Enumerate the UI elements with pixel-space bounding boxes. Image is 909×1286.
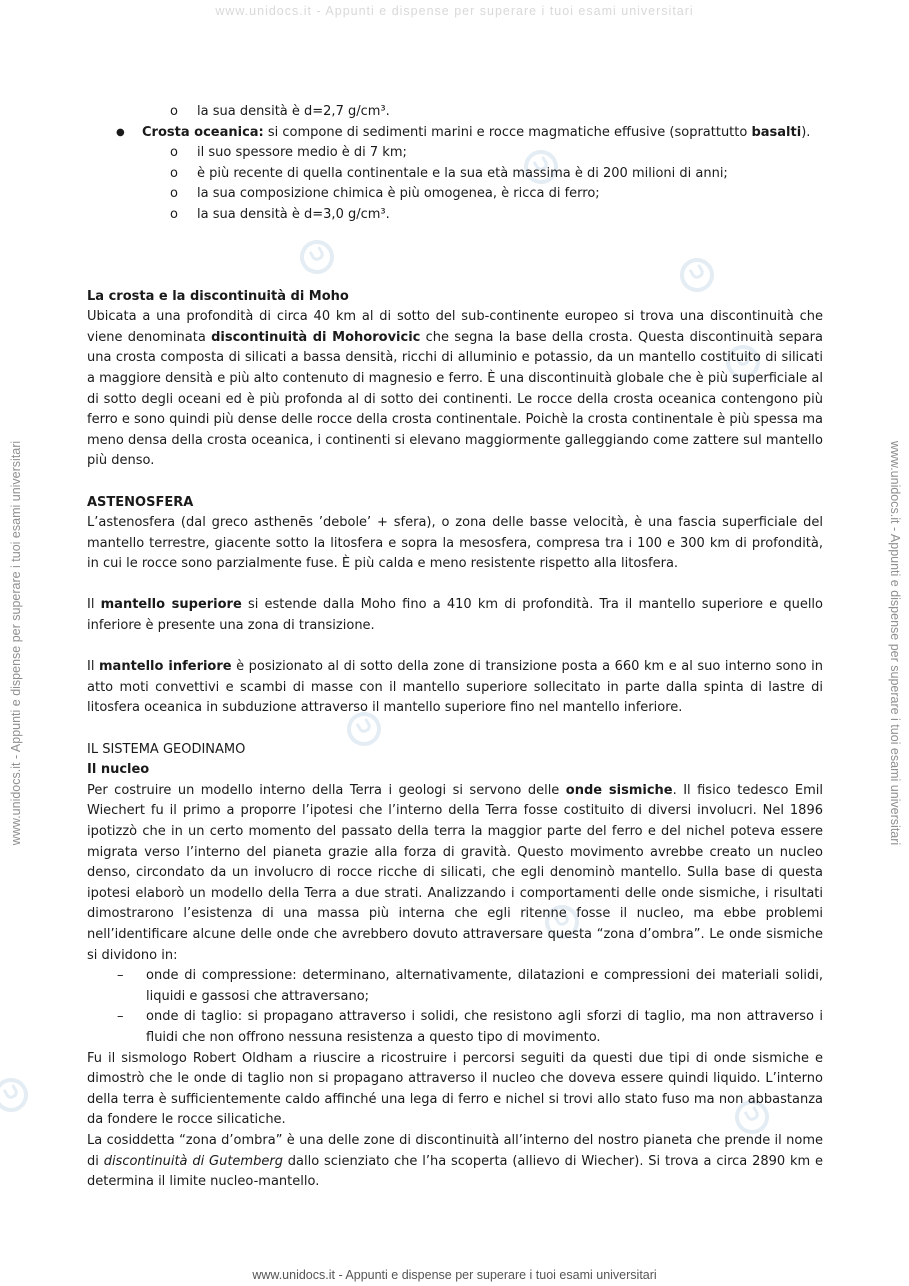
paragraph-lower-mantle: Il mantello inferiore è posizionato al di sotto della zone di transizione posta a 660 km e al suo interno sono in atto moti convettivi e scambi di masse con il mantello superiore sollecitato in parte dalla spinta di lastre di litosfera oceanica in subduzione attraverso il mantello superiore fino nel mantello inferiore. bbox=[87, 659, 824, 716]
paragraph-zona-ombra: La cosiddetta “zona d’ombra” è una delle zone di discontinuità all’interno del nostro pianeta che prende il nome di discontinuità di Gutemberg dallo scienziato che l’ha scoperta (allievo di Wiecher). Si trova a circa 2890 km e determina il limite nucleo-mantello. bbox=[87, 1132, 823, 1190]
list-item: o la sua densità è d=2,7 g/cm³. bbox=[170, 104, 390, 119]
paragraph-astenosfera: L’astenosfera (dal greco asthenēs ’debole’ + sfera), o zona delle basse velocità, è una fascia superficiale del mantello terrestre, giacente sotto la litosfera e sopra la mesosfera, compresa tra i 100 e 300 km di profondità, in cui le rocce sono parzialmente fuse. È più calda e meno resistente rispetto alla litosfera. bbox=[87, 515, 823, 572]
list-item: o la sua densità è d=3,0 g/cm³. bbox=[170, 206, 390, 222]
list-item-oceanic-crust: ● Crosta oceanica: si compone di sedimenti marini e rocce magmatiche effusive (soprattutto basalti). bbox=[87, 123, 823, 144]
list-item: o è più recente di quella continentale e la sua età massima è di 200 milioni di anni; bbox=[170, 165, 728, 181]
subheading-nucleo: Il nucleo bbox=[87, 762, 150, 778]
section-heading-astenosfera: ASTENOSFERA bbox=[87, 494, 194, 510]
watermark-footer-text: www.unidocs.it - Appunti e dispense per superare i tuoi esami universitari bbox=[252, 1268, 657, 1282]
section-heading-geodinamo: IL SISTEMA GEODINAMO bbox=[87, 741, 246, 757]
paragraph-moho: Ubicata a una profondità di circa 40 km al di sotto del sub-continente europeo si trova una discontinuità che viene denominata discontinuità di Mohorovicic che segna la base della crosta. Questa discontinuità separa una crosta composta di silicati a bassa densità, ricchi di alluminio e potassio, da un mantello costituito di silicati a maggiore densità e più alto contenuto di magnesio e ferro. È una discontinuità globale che è più superficiale al di sotto degli oceani ed è più profonda al di sotto dei continenti. Le rocce della crosta oceanica contengono più ferro e sono quindi più dense delle rocce della crosta continentale. Poichè la crosta continentale è più spessa ma meno densa della crosta oceanica, i continenti si elevano maggiormente galleggiando come zattere sul mantello più denso. bbox=[87, 309, 823, 469]
list-item-compression-waves: – onde di compressione: determinano, alternativamente, dilatazioni e compressioni dei materiali solidi, liquidi e gassosi che attraversano; bbox=[117, 968, 823, 1004]
watermark-header bbox=[0, 4, 909, 18]
watermark-left: www.unidocs.it - Appunti e dispense per superare i tuoi esami universitari bbox=[9, 440, 23, 846]
paragraph-nucleo: Per costruire un modello interno della Terra i geologi si servono delle onde sismiche. Il fisico tedesco Emil Wiechert fu il primo a proporre l’ipotesi che l’interno della Terra fosse costituito di diversi involucri. Nel 1896 ipotizzò che in un certo momento del passato della terra la maggior parte del ferro e del nichel poteva essere migrata verso l’interno del pianeta grazie alla forza di gravità. Questo movimento avrebbe creato un nucleo denso, circondato da un involucro di rocce ricche di silicati, che egli denominò mantello. Sulla base di questa ipotesi elaborò un modello della Terra a due strati. Analizzando i comportamenti delle onde sismiche, i risultati dimostrarono l’esistenza di una massa più interna che egli ritenne fosse il nucleo, ma ebbe problemi nell’identificare alcune delle onde che avrebbero dovuto attraversare questa “zona d’ombra”. Le onde sismiche si dividono in: bbox=[87, 782, 824, 963]
watermark-right: www.unidocs.it - Appunti e dispense per superare i tuoi esami universitari bbox=[888, 440, 902, 846]
document-body bbox=[87, 102, 823, 1193]
list-item: o il suo spessore medio è di 7 km; bbox=[170, 145, 407, 161]
watermark-footer bbox=[0, 1268, 909, 1282]
watermark-logo-icon bbox=[0, 1072, 34, 1118]
section-heading-moho: La crosta e la discontinuità di Moho bbox=[87, 288, 349, 304]
paragraph-oldham: Fu il sismologo Robert Oldham a riuscire a ricostruire i percorsi seguiti da questi due tipi di onde sismiche e dimostrò che le onde di taglio non si propagano attraverso il nucleo che doveva essere quindi liquido. L’interno della terra è sufficientemente caldo affinché una lega di ferro e nichel si trovi allo stato fuso ma non abbastanza da fondere le rocce silicatiche. bbox=[87, 1050, 823, 1128]
watermark-header-text: www.unidocs.it - Appunti e dispense per superare i tuoi esami universitari bbox=[215, 4, 694, 18]
list-item-shear-waves: – onde di taglio: si propagano attraverso i solidi, che resistono agli sforzi di taglio, ma non attraverso i fluidi che non offrono nessuna resistenza a questo tipo di movimento. bbox=[117, 1009, 823, 1045]
list-item: o la sua composizione chimica è più omogenea, è ricca di ferro; bbox=[170, 186, 600, 202]
paragraph-upper-mantle: Il mantello superiore si estende dalla Moho fino a 410 km di profondità. Tra il mantello superiore e quello inferiore è presente una zona di transizione. bbox=[87, 597, 824, 634]
bullet-icon: ● bbox=[116, 126, 125, 138]
